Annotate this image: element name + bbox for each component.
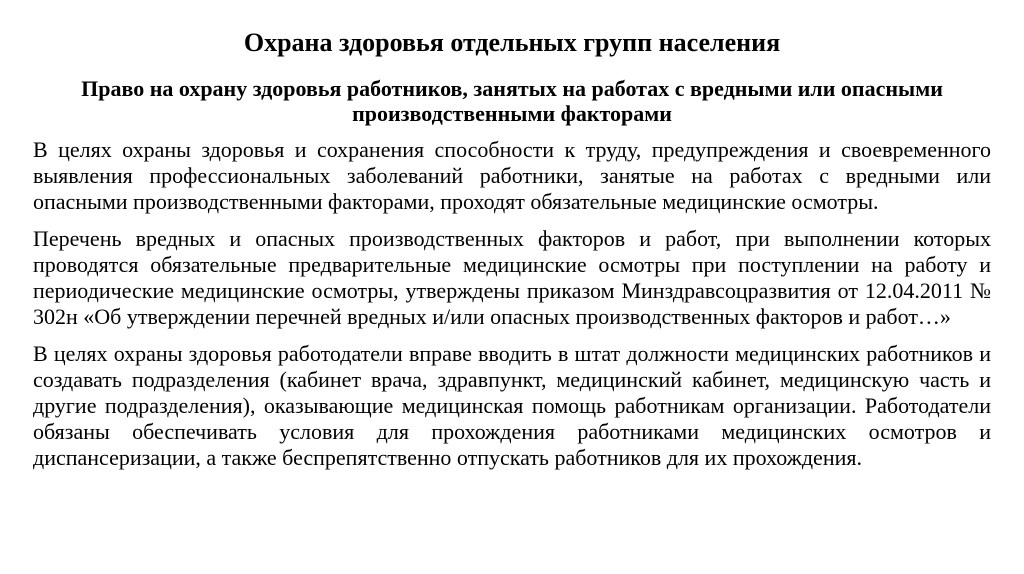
paragraph-hazard-list-order: Перечень вредных и опасных производственных факторов и работ, при выполнении которых проводятся обязательные предварительные медицинские осмотры при поступлении на работу и периодические медицинские осмотры, утверждены приказом Минздравсоцразвития от 12.04.2011 № 302н «Об утверждении перечней вредных и/или опасных производственных факторов и работ…» (33, 226, 991, 329)
slide-body (33, 137, 991, 482)
paragraph-employer-duties: В целях охраны здоровья работодатели вправе вводить в штат должности медицинских работников и создавать подразделения (кабинет врача, здравпункт, медицинский кабинет, медицинскую часть и другие подразделения), оказывающие медицинская помощь работникам организации. Работодатели обязаны обеспечивать условия для прохождения работниками медицинских осмотров и диспансеризации, а также беспрепятственно отпускать работников для их прохождения. (33, 341, 991, 470)
slide-title: Охрана здоровья отдельных групп населения (243, 28, 781, 57)
slide-subtitle: Право на охрану здоровья работников, занятых на работах с вредными или опасными производственными факторами (81, 76, 943, 126)
paragraph-medical-exams: В целях охраны здоровья и сохранения способности к труду, предупреждения и своевременного выявления профессиональных заболеваний работники, занятые на работах с вредными или опасными производственными факторами, проходят обязательные медицинские осмотры. (33, 137, 991, 214)
